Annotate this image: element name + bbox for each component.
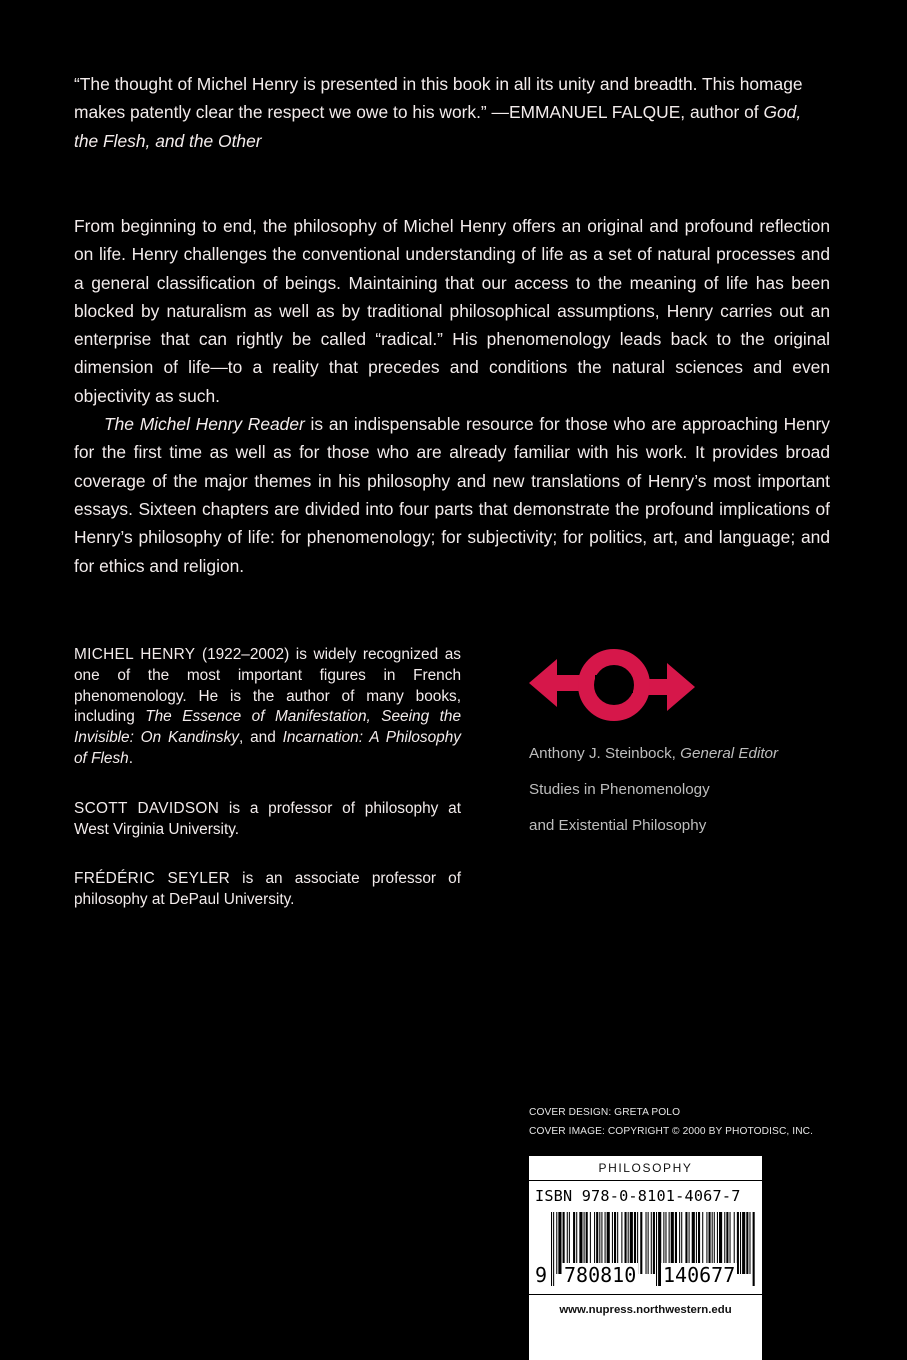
- series-name-line-1: Studies in Phenomenology: [529, 781, 710, 798]
- cover-design-credit: COVER DESIGN: GRETA POLO: [529, 1107, 681, 1118]
- bio-scott-davidson: [74, 799, 461, 841]
- description-paragraph-2-text: is an indispensable resource for those who are approaching Henry for the first time as well as for those who are already familiar with his work. It provides broad coverage of the major themes in his philosophy and new translations of Henry’s most important essays. Sixteen chapters are divided into four parts that demonstrate the profound implications of Henry’s philosophy of life: for phenomenology; for subjectivity; for politics, art, and language; and for ethics and religion.: [74, 414, 830, 576]
- author-name-henry: MICHEL HENRY: [74, 646, 196, 663]
- bio-henry-text-3: .: [128, 749, 134, 767]
- barcode-bar: [551, 1212, 552, 1286]
- series-editor: [529, 745, 778, 762]
- book-title: The Michel Henry Reader: [104, 414, 305, 435]
- description-paragraph-2: [74, 410, 830, 580]
- book-description: [74, 212, 830, 580]
- bio-henry-text-1: (1922–2002) is widely recognized as one of the most important figures in French phenomenology. He is the author of many books, including: [74, 646, 461, 726]
- series-name-line-2: and Existential Philosophy: [529, 817, 707, 834]
- barcode-bar: [742, 1212, 745, 1274]
- barcode-bar: [648, 1212, 649, 1274]
- barcode-bar: [653, 1212, 655, 1274]
- quote-text: “The thought of Michel Henry is presented in this book in all its unity and breadth. This homage makes patently clear the respect we owe to his work.” —EMMANUEL FALQUE, author of: [74, 74, 803, 123]
- barcode-digits-right: 140677: [663, 1263, 736, 1287]
- bio-michel-henry: [74, 645, 461, 770]
- bio-frederic-seyler: [74, 869, 461, 911]
- barcode-digit-lead: 9: [535, 1263, 548, 1287]
- bio-henry-text-2: , and: [239, 729, 283, 747]
- barcode-digits-left: 780810: [564, 1263, 637, 1287]
- author-name-davidson: SCOTT DAVIDSON: [74, 800, 220, 817]
- description-paragraph-1: From beginning to end, the philosophy of Michel Henry offers an original and profound reflection on life. Henry challenges the conventional understanding of life as a set of natural processes and a general classification of beings. Maintaining that our access to the meaning of life has been blocked by naturalism as well as by traditional philosophical assumptions, Henry carries out an enterprise that can rightly be called “radical.” His phenomenology leads back to the original dimension of life—to a reality that precedes and conditions the natural sciences and even objectivity as such.: [74, 216, 830, 406]
- barcode-bar: [656, 1212, 657, 1286]
- publisher-url: www.nupress.northwestern.edu: [559, 1304, 732, 1316]
- barcode-bar: [749, 1212, 750, 1274]
- bio-henry-book-2: Incarnation: A Philosophy of Flesh: [74, 729, 461, 767]
- barcode-bar: [556, 1212, 557, 1274]
- barcode-bar: [640, 1212, 642, 1274]
- barcode-bar: [753, 1212, 755, 1286]
- barcode-bar: [746, 1212, 748, 1274]
- barcode-bar: [553, 1212, 554, 1286]
- subject-category: PHILOSOPHY: [598, 1161, 693, 1175]
- bio-henry-books-1: The Essence of Manifestation, Seeing the Invisible: On Kandinsky: [74, 708, 462, 747]
- quote-source-title: God, the Flesh, and the Other: [74, 102, 802, 151]
- series-editor-name: Anthony J. Steinbock,: [529, 745, 681, 762]
- barcode-bar: [740, 1212, 741, 1274]
- endorsement-quote: [74, 70, 830, 155]
- barcode-bar: [646, 1212, 647, 1274]
- series-editor-role: General Editor: [680, 745, 779, 762]
- cover-image-credit: COVER IMAGE: COPYRIGHT © 2000 BY PHOTODISC, INC.: [529, 1126, 814, 1137]
- bio-seyler-text: is an associate professor of philosophy at DePaul University.: [74, 870, 461, 908]
- isbn-text: ISBN 978-0-8101-4067-7: [535, 1187, 741, 1205]
- bio-davidson-text: is a professor of philosophy at West Virginia University.: [74, 800, 461, 838]
- divider: [529, 1294, 762, 1295]
- series-logo-icon: [529, 645, 695, 721]
- author-name-seyler: FRÉDÉRIC SEYLER: [74, 870, 231, 887]
- barcode-bar: [651, 1212, 652, 1274]
- divider: [529, 1180, 762, 1181]
- barcode-box: [529, 1156, 762, 1360]
